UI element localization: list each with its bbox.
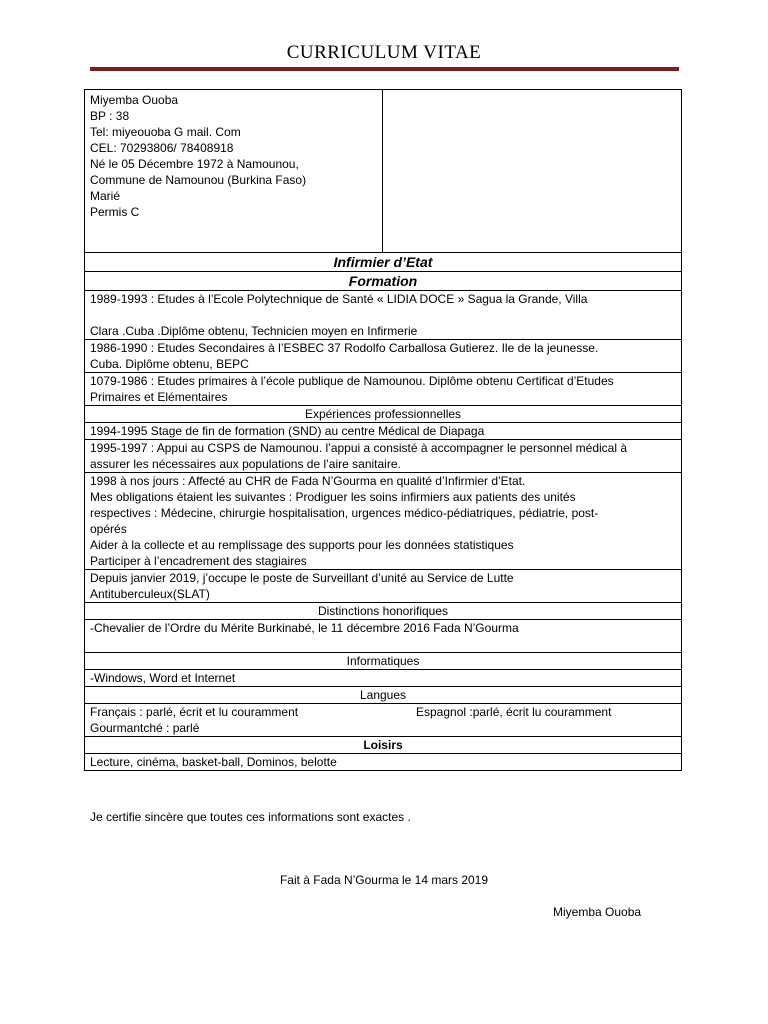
formation-entry: [85, 340, 682, 373]
experience-entry-2-line-2: assurer les nécessaires aux populations de l’aire sanitaire.: [90, 457, 401, 471]
identity-birth: Né le 05 Décembre 1972 à Namounou,: [90, 157, 299, 171]
certification-text: Je certifie sincère que toutes ces informations sont exactes .: [90, 810, 411, 824]
formation-entry-3-line-1: 1079-1986 : Etudes primaires à l’école publique de Namounou. Diplôme obtenu Certificat d’Etudes: [90, 374, 614, 388]
informatique-text: -Windows, Word et Internet: [85, 670, 682, 687]
photo-box: [383, 90, 682, 253]
identity-commune: Commune de Namounou (Burkina Faso): [90, 173, 307, 187]
experience-entry-4-line-2: Antituberculeux(SLAT): [90, 587, 210, 601]
experience-entry-4-line-1: Depuis janvier 2019, j’occupe le poste de Surveillant d’unité au Service de Lutte: [90, 571, 514, 585]
role-title: Infirmier d’Etat: [85, 253, 682, 272]
langue-gourmantche: Gourmantché : parlé: [90, 721, 200, 735]
signature-name: Miyemba Ouoba: [553, 905, 642, 919]
langues-cell: [85, 704, 682, 737]
informatique-heading: Informatiques: [85, 653, 682, 670]
distinctions-heading: Distinctions honorifiques: [85, 603, 682, 620]
identity-cell: [85, 90, 383, 253]
distinctions-text: -Chevalier de l’Ordre du Mérite Burkinabé, le 11 décembre 2016 Fada N’Gourma: [85, 620, 682, 653]
experience-entry-3-line-3: respectives : Médecine, chirurgie hospitalisation, urgences médico-pédiatriques, pédiatrie, post-: [90, 506, 599, 520]
formation-entry-1-line-2: Clara .Cuba .Diplôme obtenu, Technicien moyen en Infirmerie: [90, 324, 418, 338]
langue-espagnol: Espagnol :parlé, écrit lu couramment: [416, 705, 612, 719]
formation-heading: Formation: [85, 272, 682, 291]
spacer: [90, 307, 676, 323]
document-title: CURRICULUM VITAE: [286, 42, 482, 63]
formation-entry: [85, 373, 682, 406]
experience-entry: [85, 440, 682, 473]
formation-entry-1-line-1: 1989-1993 : Etudes à l’Ecole Polytechnique de Santé « LIDIA DOCE » Sagua la Grande, Villa: [90, 292, 588, 306]
title-underline: [90, 67, 679, 71]
experience-heading: Expériences professionnelles: [85, 406, 682, 423]
experience-entry-3-line-4: opérés: [90, 522, 127, 536]
identity-row: [85, 90, 682, 253]
formation-entry: [85, 291, 682, 340]
identity-licence: Permis C: [90, 205, 140, 219]
formation-entry-2-line-1: 1986-1990 : Etudes Secondaires à l’ESBEC 37 Rodolfo Carballosa Gutierez. Ile de la jeunesse.: [90, 341, 599, 355]
loisirs-text: Lecture, cinéma, basket-ball, Dominos, belotte: [85, 754, 682, 771]
experience-entry-3-line-5: Aider à la collecte et au remplissage des supports pour les données statistiques: [90, 538, 514, 552]
formation-entry-2-line-2: Cuba. Diplôme obtenu, BEPC: [90, 357, 249, 371]
experience-entry: [85, 570, 682, 603]
experience-entry-2-line-1: 1995-1997 : Appui au CSPS de Namounou. l’appui a consisté à accompagner le personnel médical à: [90, 441, 628, 455]
langue-francais: Français : parlé, écrit et lu couramment: [90, 705, 299, 719]
identity-tel: Tel: miyeouoba G mail. Com: [90, 125, 241, 139]
experience-entry-1: 1994-1995 Stage de fin de formation (SND) au centre Médical de Diapaga: [85, 423, 682, 440]
identity-cel: CEL: 70293806/ 78408918: [90, 141, 234, 155]
experience-entry-3-line-6: Participer à l’encadrement des stagiaires: [90, 554, 307, 568]
experience-entry: [85, 423, 682, 440]
langues-heading: Langues: [85, 687, 682, 704]
experience-entry-3-line-2: Mes obligations étaient les suivantes : Prodiguer les soins infirmiers aux patients des unités: [90, 490, 576, 504]
experience-entry: [85, 473, 682, 570]
identity-status: Marié: [90, 189, 121, 203]
place-date: Fait à Fada N’Gourma le 14 mars 2019: [279, 873, 489, 887]
cv-table: [84, 89, 682, 771]
identity-name: Miyemba Ouoba: [90, 93, 179, 107]
identity-bp: BP : 38: [90, 109, 130, 123]
experience-entry-3-line-1: 1998 à nos jours : Affecté au CHR de Fada N’Gourma en qualité d’Infirmier d’Etat.: [90, 474, 526, 488]
langues-row: [90, 704, 676, 720]
loisirs-heading: Loisirs: [85, 737, 682, 754]
formation-entry-3-line-2: Primaires et Elémentaires: [90, 390, 228, 404]
